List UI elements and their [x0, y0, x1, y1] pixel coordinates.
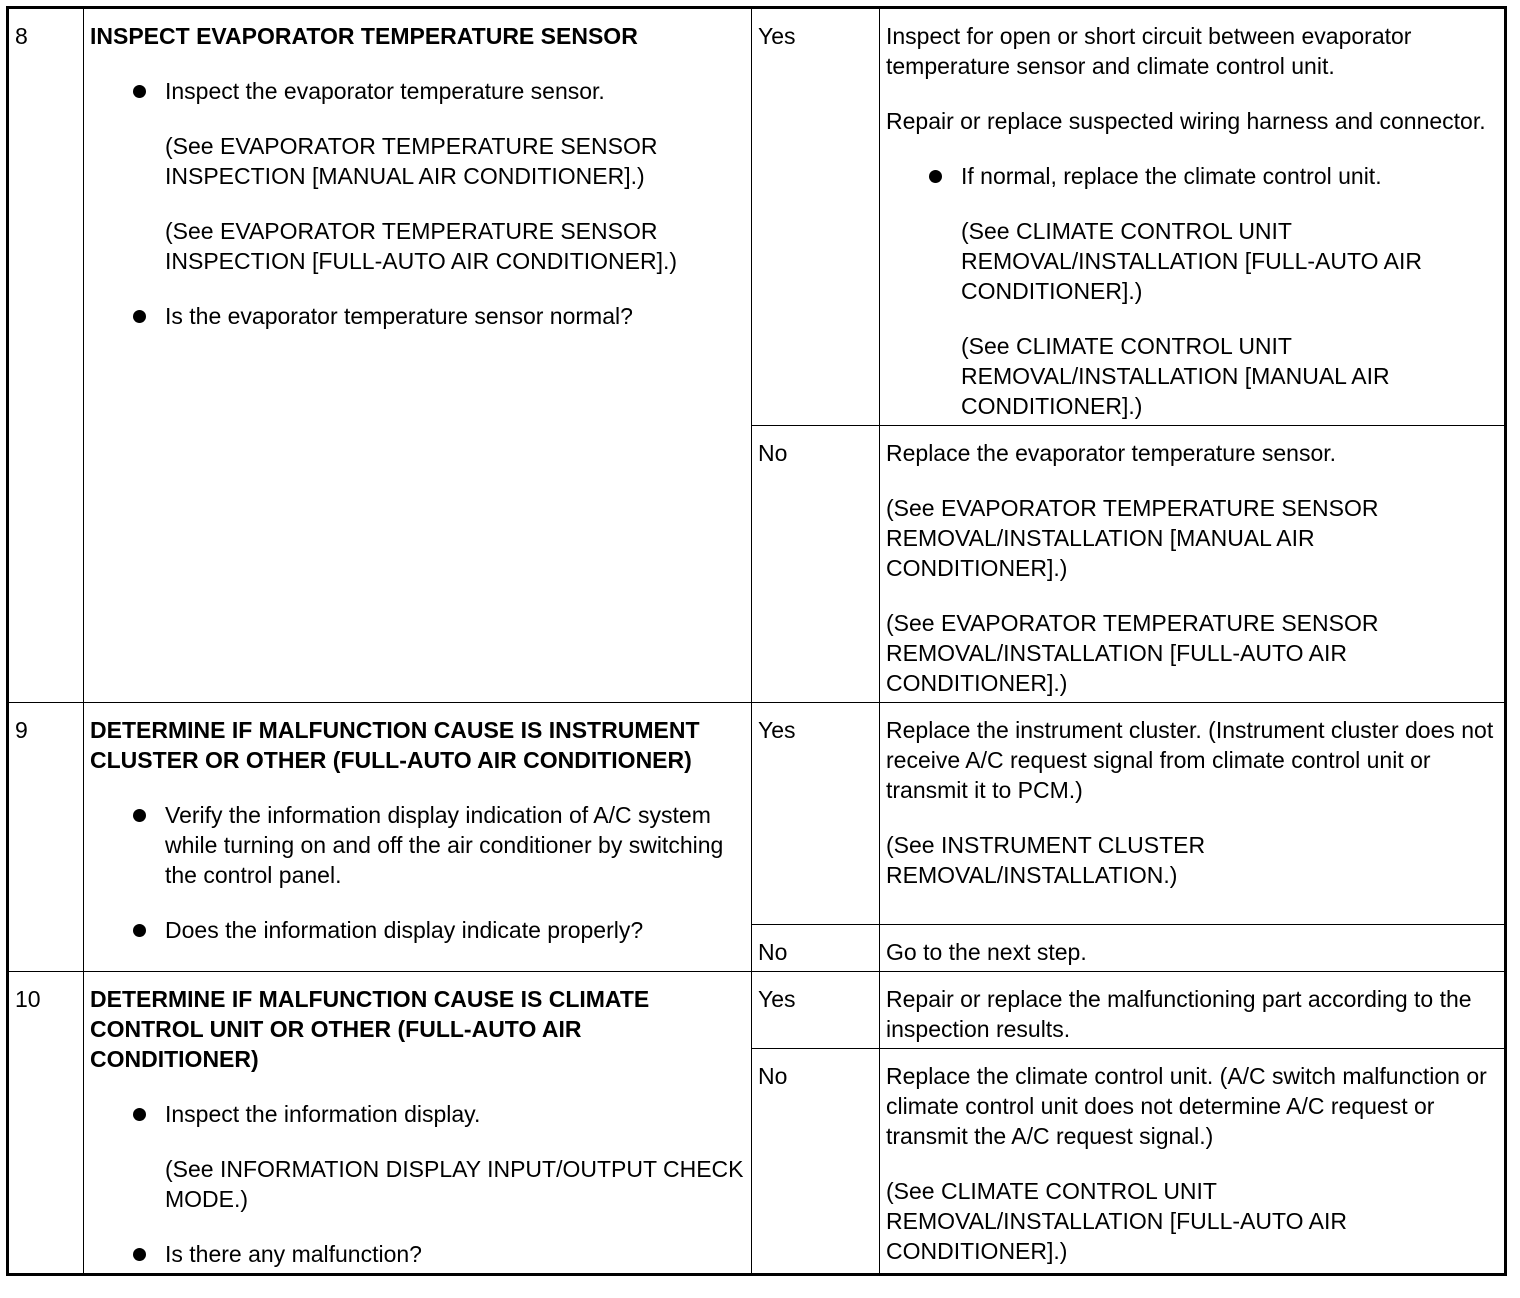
- bullet-item: [886, 161, 1498, 421]
- step-number: 10: [8, 972, 84, 1275]
- bullet-dot-icon: [133, 924, 146, 937]
- bullet-dot-icon: [133, 310, 146, 323]
- step-title: DETERMINE IF MALFUNCTION CAUSE IS CLIMATE CONTROL UNIT OR OTHER (FULL-AUTO AIR CONDITIONER): [90, 986, 650, 1072]
- result-answer: No: [752, 925, 880, 972]
- action-text: (See CLIMATE CONTROL UNIT REMOVAL/INSTALLATION [FULL-AUTO AIR CONDITIONER].): [886, 1178, 1347, 1264]
- step-inspection: [84, 703, 752, 972]
- action-text: Replace the instrument cluster. (Instrument cluster does not receive A/C request signal from climate control unit or transmit it to PCM.): [886, 717, 1494, 803]
- result-action: [880, 925, 1506, 972]
- step-inspection: [84, 972, 752, 1275]
- bullet-text: Is there any malfunction?: [165, 1241, 422, 1267]
- result-answer: Yes: [752, 8, 880, 426]
- inspection-bullets: [90, 1099, 745, 1269]
- result-answer: Yes: [752, 703, 880, 925]
- step-9-row-yes: [8, 703, 1506, 925]
- bullet-text: Verify the information display indication of A/C system while turning on and off the air conditioner by switching the control panel.: [165, 802, 724, 888]
- bullet-item: [90, 1239, 745, 1269]
- step-10-row-yes: [8, 972, 1506, 1049]
- result-answer: No: [752, 426, 880, 703]
- action-text: (See EVAPORATOR TEMPERATURE SENSOR REMOVAL/INSTALLATION [FULL-AUTO AIR CONDITIONER].): [886, 610, 1379, 696]
- step-8-row-yes: [8, 8, 1506, 426]
- inspection-bullets: [90, 76, 745, 331]
- bullet-dot-icon: [133, 1108, 146, 1121]
- bullet-text: Does the information display indicate properly?: [165, 917, 644, 943]
- reference-text: (See CLIMATE CONTROL UNIT REMOVAL/INSTALLATION [MANUAL AIR CONDITIONER].): [961, 333, 1390, 419]
- result-answer: No: [752, 1049, 880, 1275]
- step-inspection: [84, 8, 752, 703]
- troubleshooting-table: [6, 6, 1507, 1276]
- result-answer: Yes: [752, 972, 880, 1049]
- bullet-text: Inspect the evaporator temperature sensor.: [165, 78, 605, 104]
- reference-text: (See CLIMATE CONTROL UNIT REMOVAL/INSTALLATION [FULL-AUTO AIR CONDITIONER].): [961, 218, 1422, 304]
- bullet-item: [90, 1099, 745, 1214]
- bullet-text: Is the evaporator temperature sensor normal?: [165, 303, 633, 329]
- action-text: Inspect for open or short circuit between evaporator temperature sensor and climate control unit.: [886, 23, 1412, 79]
- bullet-dot-icon: [929, 170, 942, 183]
- reference-text: (See INFORMATION DISPLAY INPUT/OUTPUT CHECK MODE.): [165, 1156, 744, 1212]
- result-action: [880, 426, 1506, 703]
- result-action: [880, 972, 1506, 1049]
- step-number: 9: [8, 703, 84, 972]
- bullet-item: [90, 301, 745, 331]
- result-action: [880, 1049, 1506, 1275]
- bullet-item: [90, 800, 745, 890]
- step-title: INSPECT EVAPORATOR TEMPERATURE SENSOR: [90, 23, 638, 49]
- reference-text: (See EVAPORATOR TEMPERATURE SENSOR INSPECTION [FULL-AUTO AIR CONDITIONER].): [165, 218, 678, 274]
- action-text: Repair or replace the malfunctioning part according to the inspection results.: [886, 986, 1472, 1042]
- action-text: Replace the evaporator temperature sensor.: [886, 440, 1337, 466]
- action-text: Go to the next step.: [886, 939, 1087, 965]
- inspection-bullets: [90, 800, 745, 945]
- bullet-text: Inspect the information display.: [165, 1101, 481, 1127]
- action-text: Replace the climate control unit. (A/C switch malfunction or climate control unit does not determine A/C request or transmit the A/C request signal.): [886, 1063, 1487, 1149]
- action-text: Repair or replace suspected wiring harness and connector.: [886, 108, 1486, 134]
- bullet-item: [90, 76, 745, 276]
- result-action: [880, 8, 1506, 426]
- action-bullets: [886, 161, 1498, 421]
- step-number: 8: [8, 8, 84, 703]
- action-text: (See EVAPORATOR TEMPERATURE SENSOR REMOVAL/INSTALLATION [MANUAL AIR CONDITIONER].): [886, 495, 1379, 581]
- bullet-item: [90, 915, 745, 945]
- bullet-text: If normal, replace the climate control unit.: [961, 163, 1382, 189]
- action-text: (See INSTRUMENT CLUSTER REMOVAL/INSTALLATION.): [886, 832, 1206, 888]
- bullet-dot-icon: [133, 809, 146, 822]
- bullet-dot-icon: [133, 85, 146, 98]
- bullet-dot-icon: [133, 1248, 146, 1261]
- step-title: DETERMINE IF MALFUNCTION CAUSE IS INSTRUMENT CLUSTER OR OTHER (FULL-AUTO AIR CONDITIONER): [90, 717, 700, 773]
- reference-text: (See EVAPORATOR TEMPERATURE SENSOR INSPECTION [MANUAL AIR CONDITIONER].): [165, 133, 658, 189]
- result-action: [880, 703, 1506, 925]
